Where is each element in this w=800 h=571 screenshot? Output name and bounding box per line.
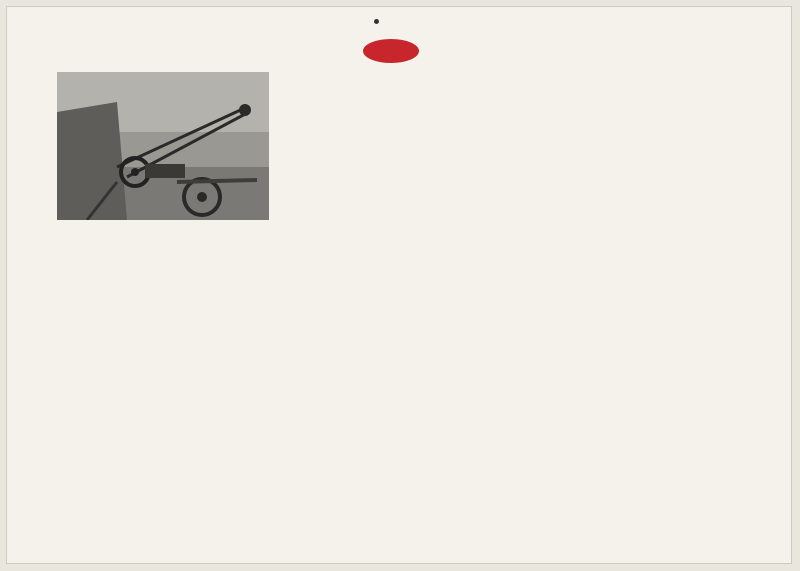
technical-data-table [7, 7, 793, 565]
brochure-page [6, 6, 792, 564]
